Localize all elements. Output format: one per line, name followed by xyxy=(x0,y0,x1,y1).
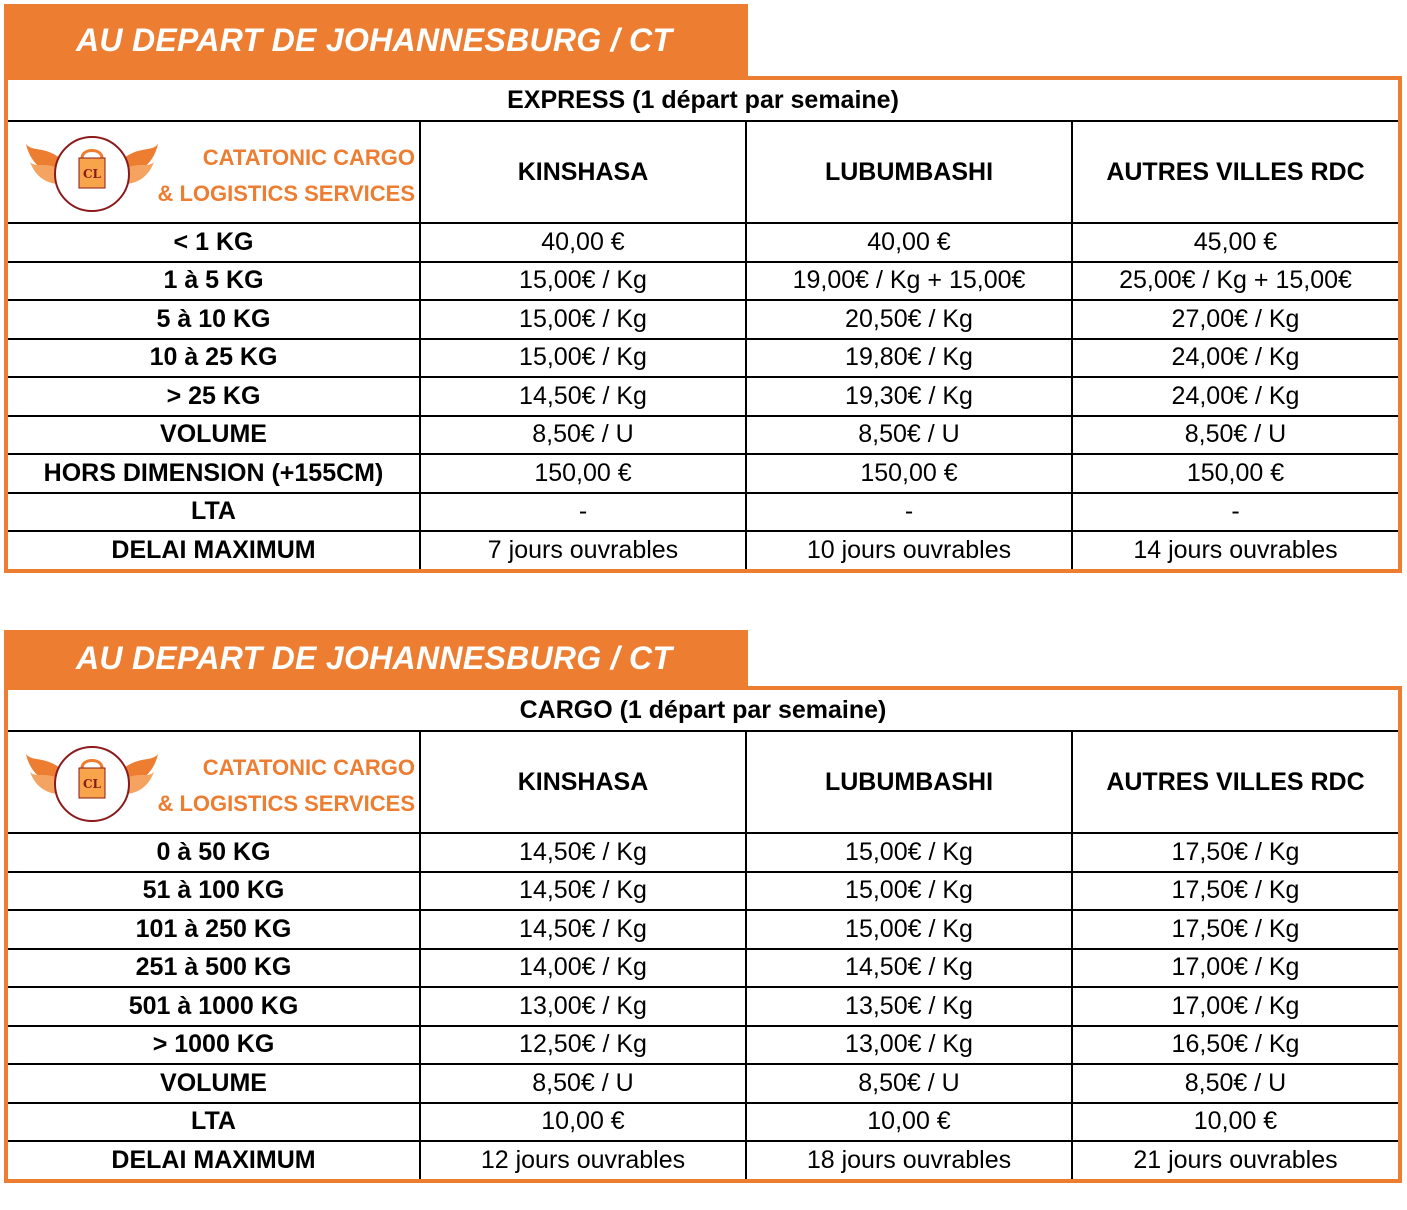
rate-cell: 15,00€ / Kg xyxy=(420,262,746,301)
column-header-lubumbashi: LUBUMBASHI xyxy=(746,121,1072,223)
column-header-kinshasa: KINSHASA xyxy=(420,731,746,833)
table-row xyxy=(8,262,1398,301)
rate-cell: 19,30€ / Kg xyxy=(746,377,1072,416)
rate-table xyxy=(8,690,1398,1179)
row-label: 5 à 10 KG xyxy=(8,300,420,339)
rate-cell: 12,50€ / Kg xyxy=(420,1026,746,1065)
logo-monogram: CL xyxy=(83,167,101,181)
rate-cell: 14,50€ / Kg xyxy=(746,949,1072,988)
rate-cell: 8,50€ / U xyxy=(746,416,1072,455)
logo-cell xyxy=(8,731,420,833)
row-label: 101 à 250 KG xyxy=(8,910,420,949)
table-row xyxy=(8,1026,1398,1065)
rate-cell: 27,00€ / Kg xyxy=(1072,300,1398,339)
column-header-autres-villes: AUTRES VILLES RDC xyxy=(1072,121,1398,223)
rate-section xyxy=(4,630,1402,1183)
table-row xyxy=(8,416,1398,455)
row-label: > 25 KG xyxy=(8,377,420,416)
rate-cell: 14,50€ / Kg xyxy=(420,910,746,949)
winged-bag-icon xyxy=(22,132,162,216)
row-label: 0 à 50 KG xyxy=(8,833,420,872)
row-label: VOLUME xyxy=(8,1064,420,1103)
rate-table-frame xyxy=(4,686,1402,1183)
company-logo xyxy=(22,742,162,826)
rate-cell: 150,00 € xyxy=(746,454,1072,493)
row-label: HORS DIMENSION (+155CM) xyxy=(8,454,420,493)
row-label: < 1 KG xyxy=(8,223,420,262)
rate-cell: 12 jours ouvrables xyxy=(420,1141,746,1179)
rate-cell: 150,00 € xyxy=(1072,454,1398,493)
rate-table-frame xyxy=(4,76,1402,573)
row-label: 1 à 5 KG xyxy=(8,262,420,301)
rate-cell: 17,00€ / Kg xyxy=(1072,949,1398,988)
rate-cell: 40,00 € xyxy=(746,223,1072,262)
table-row xyxy=(8,454,1398,493)
rate-section xyxy=(4,4,1402,573)
brand-name xyxy=(157,750,415,822)
table-row xyxy=(8,223,1398,262)
rate-cell: 10,00 € xyxy=(420,1103,746,1142)
table-row xyxy=(8,377,1398,416)
table-row xyxy=(8,531,1398,569)
table-row xyxy=(8,910,1398,949)
row-label: LTA xyxy=(8,1103,420,1142)
rate-cell: 8,50€ / U xyxy=(746,1064,1072,1103)
company-logo xyxy=(22,132,162,216)
table-row xyxy=(8,833,1398,872)
table-row xyxy=(8,339,1398,378)
row-label: 501 à 1000 KG xyxy=(8,987,420,1026)
rate-cell: 13,50€ / Kg xyxy=(746,987,1072,1026)
rate-cell: 17,50€ / Kg xyxy=(1072,833,1398,872)
rate-cell: 21 jours ouvrables xyxy=(1072,1141,1398,1179)
row-label: 251 à 500 KG xyxy=(8,949,420,988)
rate-cell: 17,50€ / Kg xyxy=(1072,910,1398,949)
row-label: 51 à 100 KG xyxy=(8,872,420,911)
rate-cell: 14,50€ / Kg xyxy=(420,833,746,872)
section-title: AU DEPART DE JOHANNESBURG / CT xyxy=(4,4,748,76)
rate-cell: 19,80€ / Kg xyxy=(746,339,1072,378)
table-row xyxy=(8,1103,1398,1142)
row-label: LTA xyxy=(8,493,420,532)
rate-cell: 14,00€ / Kg xyxy=(420,949,746,988)
rate-cell: 10,00 € xyxy=(746,1103,1072,1142)
header-row xyxy=(8,731,1398,833)
rate-cell: 25,00€ / Kg + 15,00€ xyxy=(1072,262,1398,301)
table-row xyxy=(8,872,1398,911)
rate-cell: 14 jours ouvrables xyxy=(1072,531,1398,569)
column-header-autres-villes: AUTRES VILLES RDC xyxy=(1072,731,1398,833)
rate-cell: 8,50€ / U xyxy=(420,416,746,455)
rate-cell: 15,00€ / Kg xyxy=(420,339,746,378)
rate-cell: 13,00€ / Kg xyxy=(420,987,746,1026)
table-row xyxy=(8,300,1398,339)
winged-bag-icon xyxy=(22,742,162,826)
table-row xyxy=(8,1141,1398,1179)
rate-cell: 16,50€ / Kg xyxy=(1072,1026,1398,1065)
logo-cell xyxy=(8,121,420,223)
rate-cell: 10 jours ouvrables xyxy=(746,531,1072,569)
rate-table xyxy=(8,80,1398,569)
rate-cell: 14,50€ / Kg xyxy=(420,872,746,911)
table-caption: CARGO (1 départ par semaine) xyxy=(8,690,1398,731)
row-label: > 1000 KG xyxy=(8,1026,420,1065)
rate-cell: 24,00€ / Kg xyxy=(1072,377,1398,416)
rate-cell: 150,00 € xyxy=(420,454,746,493)
table-row xyxy=(8,1064,1398,1103)
rate-cell: 8,50€ / U xyxy=(1072,1064,1398,1103)
column-header-kinshasa: KINSHASA xyxy=(420,121,746,223)
rate-cell: 18 jours ouvrables xyxy=(746,1141,1072,1179)
rate-cell: 15,00€ / Kg xyxy=(420,300,746,339)
brand-name xyxy=(157,140,415,212)
logo-monogram: CL xyxy=(83,777,101,791)
row-label: DELAI MAXIMUM xyxy=(8,531,420,569)
row-label: DELAI MAXIMUM xyxy=(8,1141,420,1179)
rate-cell: 14,50€ / Kg xyxy=(420,377,746,416)
rate-cell: 7 jours ouvrables xyxy=(420,531,746,569)
rate-cell: 13,00€ / Kg xyxy=(746,1026,1072,1065)
rate-cell: 19,00€ / Kg + 15,00€ xyxy=(746,262,1072,301)
row-label: 10 à 25 KG xyxy=(8,339,420,378)
caption-row xyxy=(8,690,1398,731)
brand-line-1: CATATONIC CARGO xyxy=(202,755,415,780)
rate-cell: 8,50€ / U xyxy=(420,1064,746,1103)
brand-line-1: CATATONIC CARGO xyxy=(202,145,415,170)
rate-cell: 24,00€ / Kg xyxy=(1072,339,1398,378)
rate-cell: - xyxy=(746,493,1072,532)
rate-cell: 10,00 € xyxy=(1072,1103,1398,1142)
rate-cell: 17,00€ / Kg xyxy=(1072,987,1398,1026)
caption-row xyxy=(8,80,1398,121)
rate-cell: 15,00€ / Kg xyxy=(746,910,1072,949)
rate-cell: 17,50€ / Kg xyxy=(1072,872,1398,911)
row-label: VOLUME xyxy=(8,416,420,455)
rate-cell: 40,00 € xyxy=(420,223,746,262)
rate-cell: - xyxy=(1072,493,1398,532)
rate-cell: 15,00€ / Kg xyxy=(746,872,1072,911)
brand-line-2: & LOGISTICS SERVICES xyxy=(157,181,415,206)
brand-line-2: & LOGISTICS SERVICES xyxy=(157,791,415,816)
header-row xyxy=(8,121,1398,223)
table-row xyxy=(8,987,1398,1026)
table-caption: EXPRESS (1 départ par semaine) xyxy=(8,80,1398,121)
section-title: AU DEPART DE JOHANNESBURG / CT xyxy=(4,630,748,686)
rate-cell: 45,00 € xyxy=(1072,223,1398,262)
rate-cell: 20,50€ / Kg xyxy=(746,300,1072,339)
column-header-lubumbashi: LUBUMBASHI xyxy=(746,731,1072,833)
table-row xyxy=(8,949,1398,988)
rate-cell: 15,00€ / Kg xyxy=(746,833,1072,872)
rate-cell: 8,50€ / U xyxy=(1072,416,1398,455)
rate-cell: - xyxy=(420,493,746,532)
table-row xyxy=(8,493,1398,532)
